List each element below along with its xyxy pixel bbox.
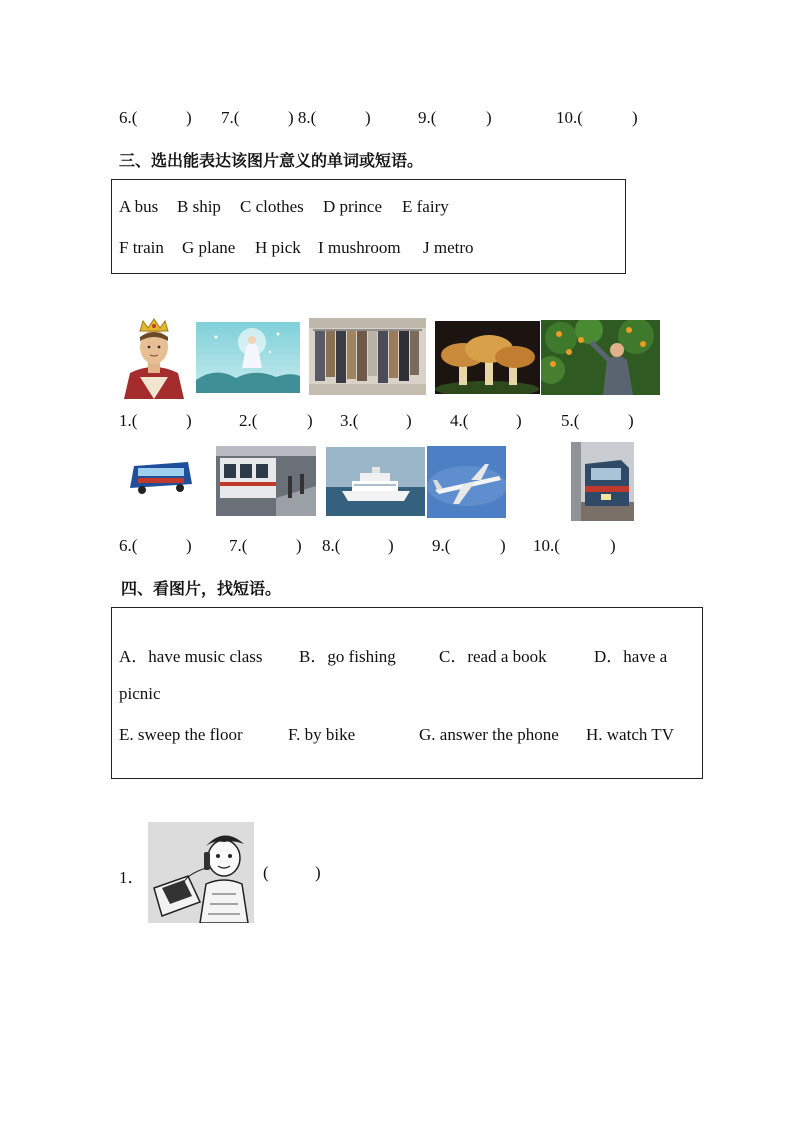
answer-6-open: 6.( xyxy=(119,108,138,127)
answer-9-close: ) xyxy=(486,108,492,127)
option-c: C clothes xyxy=(240,197,304,216)
q1-number: 1． xyxy=(119,868,145,887)
phone-call-image xyxy=(148,822,254,923)
phrase-e: E. sweep the floor xyxy=(119,725,243,744)
answer-5-open: 5.( xyxy=(561,411,580,430)
option-b: B ship xyxy=(177,197,221,216)
option-f: F train xyxy=(119,238,164,257)
answer-9-open: 9.( xyxy=(418,108,437,127)
option-j: J metro xyxy=(423,238,474,257)
answer-2-close: ) xyxy=(307,411,313,430)
phrase-g: G. answer the phone xyxy=(419,725,559,744)
answer-4-close: ) xyxy=(516,411,522,430)
fairy-image xyxy=(196,322,300,393)
answer-3-open: 3.( xyxy=(340,411,359,430)
mushroom-image xyxy=(435,321,540,394)
phrase-a: A．have music class xyxy=(119,647,263,666)
metro-image xyxy=(216,446,316,516)
section3-options-box xyxy=(111,179,626,274)
phrase-f: F. by bike xyxy=(288,725,356,744)
answer-3-close: ) xyxy=(406,411,412,430)
answer-7b-close: ) xyxy=(296,536,302,555)
clothes-image xyxy=(309,318,426,395)
answer-2-open: 2.( xyxy=(239,411,258,430)
answer-1-open: 1.( xyxy=(119,411,138,430)
answer-4-open: 4.( xyxy=(450,411,469,430)
section4-options-box xyxy=(111,607,703,779)
answer-1-close: ) xyxy=(186,411,192,430)
q1-answer-open: ( xyxy=(263,863,269,882)
bus-image xyxy=(126,454,196,501)
option-i: I mushroom xyxy=(318,238,401,257)
option-d: D prince xyxy=(323,197,383,216)
section3-heading: 三、选出能表达该图片意义的单词或短语。 xyxy=(119,151,424,170)
answer-6-close: ) xyxy=(186,108,192,127)
phrase-c: C．read a book xyxy=(439,647,547,666)
answer-7b-open: 7.( xyxy=(229,536,248,555)
answer-7-close-8-open: ) 8.( xyxy=(288,108,317,127)
answer-8-close: ) xyxy=(365,108,371,127)
plane-image xyxy=(427,446,506,518)
answer-10b-open: 10.( xyxy=(533,536,560,555)
option-g: G plane xyxy=(182,238,236,257)
prince-image xyxy=(118,317,190,399)
phrase-d-continued: picnic xyxy=(119,684,161,703)
answer-8b-open: 8.( xyxy=(322,536,341,555)
answer-9b-open: 9.( xyxy=(432,536,451,555)
option-a: A bus xyxy=(119,197,159,216)
answer-5-close: ) xyxy=(628,411,634,430)
answer-10b-close: ) xyxy=(610,536,616,555)
option-e: E fairy xyxy=(402,197,449,216)
section4-heading: 四、看图片，找短语。 xyxy=(121,579,282,598)
q1-answer-close: ) xyxy=(315,863,321,882)
answer-6b-close: ) xyxy=(186,536,192,555)
option-h: H pick xyxy=(255,238,301,257)
answer-8b-close: ) xyxy=(388,536,394,555)
answer-10-open: 10.( xyxy=(556,108,583,127)
ship-image xyxy=(326,447,425,516)
phrase-d: D．have a xyxy=(594,647,668,666)
answer-10-close: ) xyxy=(632,108,638,127)
answer-6b-open: 6.( xyxy=(119,536,138,555)
answer-9b-close: ) xyxy=(500,536,506,555)
train-image xyxy=(571,442,634,521)
pick-image xyxy=(541,320,660,395)
answer-7-open: 7.( xyxy=(221,108,240,127)
phrase-b: B．go fishing xyxy=(299,647,396,666)
phrase-h: H. watch TV xyxy=(586,725,674,744)
